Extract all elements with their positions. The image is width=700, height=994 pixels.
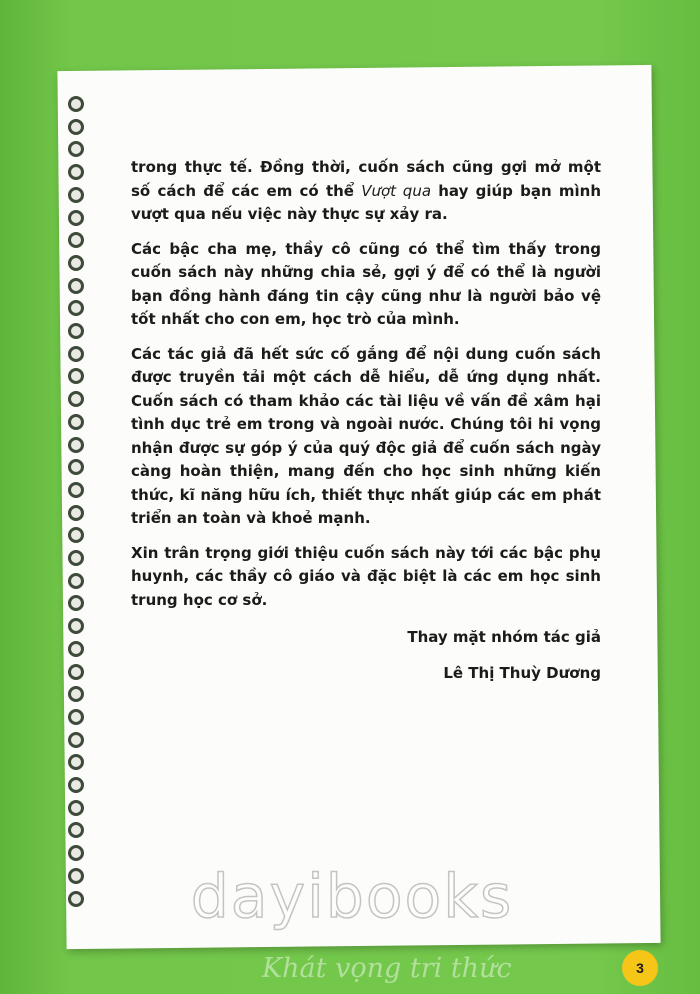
spiral-ring-icon <box>68 391 84 407</box>
paragraph-4: Xin trân trọng giới thiệu cuốn sách này tới các bậc phụ huynh, các thầy cô giáo và đặc biệt là các em học sinh trung học cơ sở. <box>131 543 601 609</box>
spiral-ring-icon <box>68 323 84 339</box>
spiral-ring-icon <box>68 868 84 884</box>
spiral-ring-icon <box>68 210 84 226</box>
spiral-ring-icon <box>68 891 84 907</box>
spiral-ring-icon <box>68 164 84 180</box>
spiral-ring-icon <box>68 573 84 589</box>
watermark-brand: dayibooks <box>190 862 514 932</box>
spiral-ring-icon <box>68 437 84 453</box>
spiral-ring-icon <box>68 777 84 793</box>
page-text <box>131 156 601 697</box>
spiral-ring-icon <box>68 414 84 430</box>
spiral-ring-icon <box>68 119 84 135</box>
spiral-ring-icon <box>68 845 84 861</box>
spiral-ring-icon <box>68 550 84 566</box>
signature-title: Thay mặt nhóm tác giả <box>407 628 601 646</box>
emphasis-vuot-qua: Vượt qua <box>361 181 432 200</box>
spiral-ring-icon <box>68 255 84 271</box>
spiral-ring-icon <box>68 96 84 112</box>
paragraph-3: Các tác giả đã hết sức cố gắng để nội dung cuốn sách được truyền tải một cách dễ hiểu, dễ ứng dụng nhất. Cuốn sách có tham khảo các tài liệu về vấn đề xâm hại tình dục trẻ em trong và ngoài nước. Chúng tôi hi vọng nhận được sự góp ý của quý độc giả để cuốn sách ngày càng hoàn thiện, mang đến cho học sinh những kiến thức, kĩ năng hữu ích, thiết thực nhất giúp các em phát triển an toàn và khoẻ mạnh. <box>131 344 601 527</box>
watermark-slogan: Khát vọng tri thức <box>262 953 512 984</box>
spiral-ring-icon <box>68 187 84 203</box>
spiral-ring-icon <box>68 709 84 725</box>
spiral-ring-icon <box>68 618 84 634</box>
spiral-ring-icon <box>68 641 84 657</box>
spiral-ring-icon <box>68 278 84 294</box>
spiral-ring-icon <box>68 664 84 680</box>
spiral-ring-icon <box>68 346 84 362</box>
signature-block <box>131 626 601 685</box>
paragraph-1: trong thực tế. Đồng thời, cuốn sách cũng gợi mở một số cách để các em có thể Vượt qua hay giúp bạn mình vượt qua nếu việc này thực sự xảy ra. <box>131 158 601 223</box>
spiral-ring-icon <box>68 800 84 816</box>
spiral-ring-icon <box>68 505 84 521</box>
signature-name: Lê Thị Thuỳ Dương <box>443 663 601 682</box>
paragraph-2: Các bậc cha mẹ, thầy cô cũng có thể tìm thấy trong cuốn sách này những chia sẻ, gợi ý để có thể là người bạn đồng hành đáng tin cậy cũng như là người bảo vệ tốt nhất cho con em, học trò của mình. <box>131 239 601 328</box>
page-number-badge: 3 <box>622 950 658 986</box>
spiral-ring-icon <box>68 732 84 748</box>
spiral-ring-icon <box>68 482 84 498</box>
